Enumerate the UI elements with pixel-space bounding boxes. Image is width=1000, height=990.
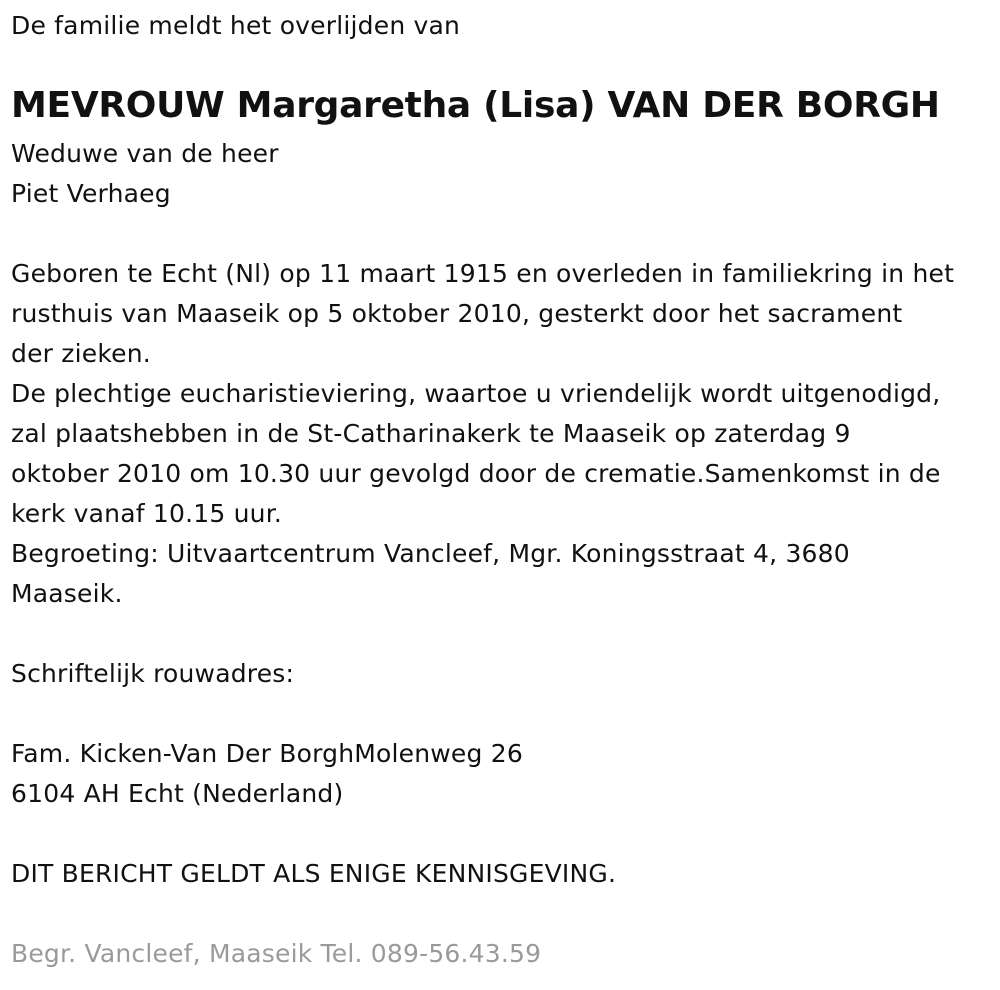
body-line: zal plaatshebben in de St-Catharinakerk te Maaseik op zaterdag 9: [11, 419, 851, 448]
official-notice: DIT BERICHT GELDT ALS ENIGE KENNISGEVING.: [11, 859, 617, 888]
funeral-home-footer: Begr. Vancleef, Maaseik Tel. 089-56.43.59: [11, 939, 542, 968]
body-line: Maaseik.: [11, 579, 123, 608]
address-label: Schriftelijk rouwadres:: [11, 659, 295, 688]
body-line: der zieken.: [11, 339, 151, 368]
widow-line: Weduwe van de heer: [11, 139, 279, 168]
address-line: Fam. Kicken-Van Der BorghMolenweg 26: [11, 739, 523, 768]
body-line: kerk vanaf 10.15 uur.: [11, 499, 283, 528]
body-line: rusthuis van Maaseik op 5 oktober 2010, gesterkt door het sacrament: [11, 299, 903, 328]
address-line: 6104 AH Echt (Nederland): [11, 779, 344, 808]
deceased-name: MEVROUW Margaretha (Lisa) VAN DER BORGH: [11, 85, 940, 126]
widow-line: Piet Verhaeg: [11, 179, 171, 208]
notice-body: [11, 254, 954, 614]
widow-info: [11, 134, 279, 214]
body-line: Geboren te Echt (Nl) op 11 maart 1915 en overleden in familiekring in het: [11, 259, 955, 288]
body-line: oktober 2010 om 10.30 uur gevolgd door de crematie.Samenkomst in de: [11, 459, 941, 488]
mourning-address: [11, 734, 523, 814]
body-line: Begroeting: Uitvaartcentrum Vancleef, Mgr. Koningsstraat 4, 3680: [11, 539, 850, 568]
body-line: De plechtige eucharistieviering, waartoe u vriendelijk wordt uitgenodigd,: [11, 379, 941, 408]
intro-text: De familie meldt het overlijden van: [11, 11, 461, 40]
